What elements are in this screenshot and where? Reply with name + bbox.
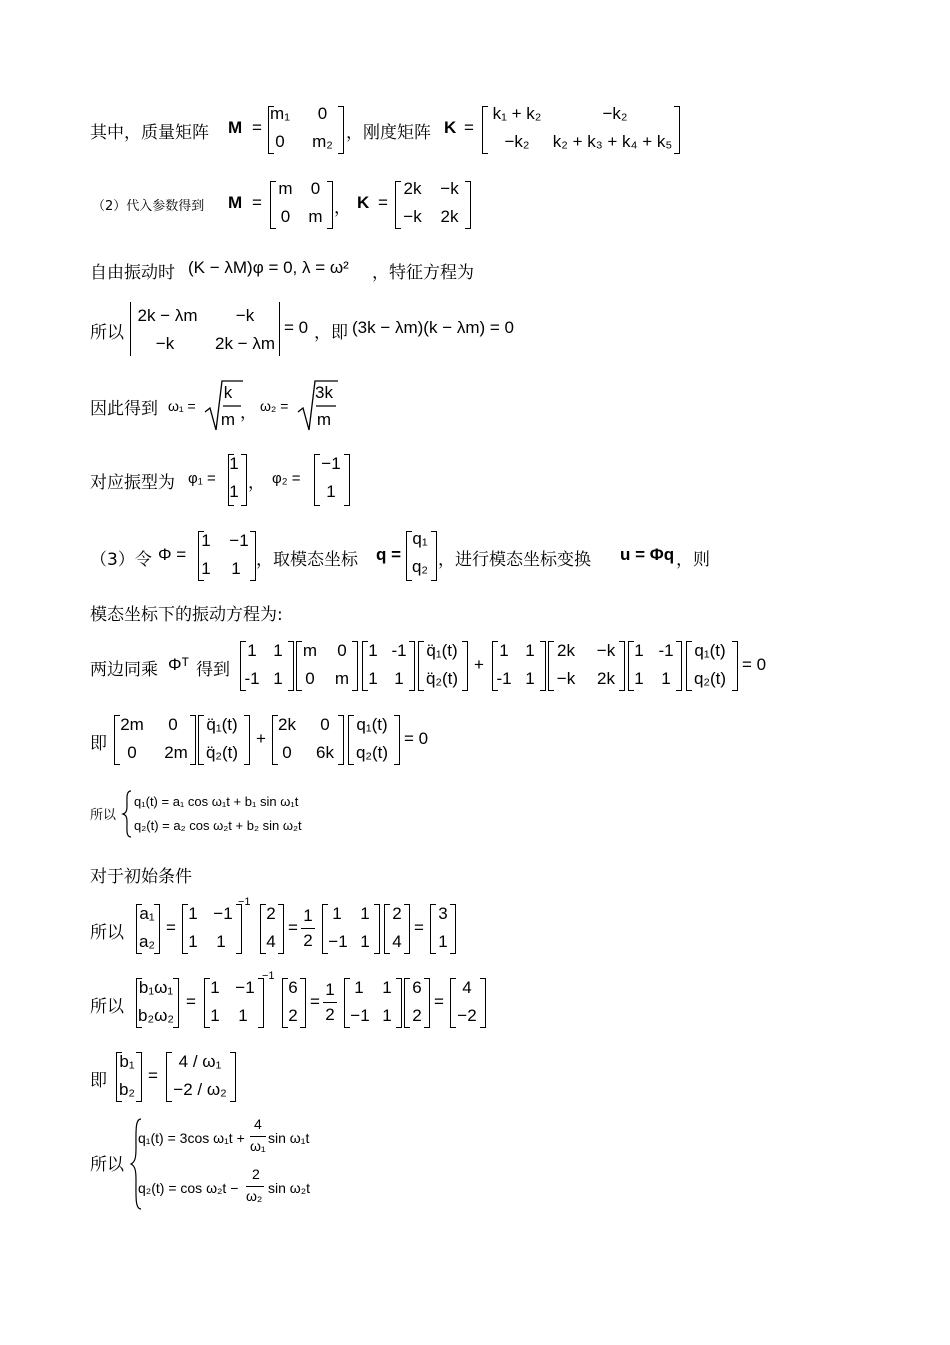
matrix-cell: 2m: [120, 715, 144, 734]
bracket-right: [352, 641, 358, 691]
matrix-cell: 1: [382, 1006, 392, 1025]
vector-cell: −2: [457, 1006, 477, 1025]
fraction-bar: [246, 1186, 264, 1187]
vector-cell: 1: [229, 482, 239, 501]
phi2-label: φ₂ =: [272, 470, 301, 487]
matrix-cell: -1: [244, 669, 260, 688]
bracket-right: [465, 181, 471, 229]
bracket-right: [404, 904, 410, 954]
symbol-K: K: [357, 193, 370, 212]
equals-sign: =: [186, 992, 196, 1011]
bracket-right: [619, 641, 625, 691]
fraction-numerator: 2: [252, 1166, 260, 1182]
factored-equation: (3k − λm)(k − λm) = 0: [352, 318, 514, 337]
bracket-right: [173, 978, 179, 1028]
matrix-cell: 1: [394, 669, 404, 688]
vector-cell: b₂: [118, 1080, 136, 1099]
equals-sign: =: [288, 918, 298, 937]
text-characteristic-eq: ，特征方程为: [372, 263, 474, 283]
matrix-cell: 0: [280, 207, 291, 226]
matrix-cell: m₂: [312, 132, 333, 151]
matrix-cell: 1: [216, 932, 226, 951]
matrix-cell: 2k: [597, 669, 615, 688]
bracket-right: [236, 904, 242, 954]
vector-cell: a₁: [139, 904, 155, 923]
bracket-right: [676, 641, 682, 691]
matrix-cell: m₁: [270, 104, 290, 123]
vector-cell: q₁(t): [356, 715, 388, 734]
fraction-denominator: m: [220, 410, 236, 429]
vector-cell: 1: [438, 932, 448, 951]
bracket-right: [136, 1052, 142, 1102]
fraction-bar: [301, 928, 315, 929]
fraction-denominator: 2: [325, 1005, 335, 1024]
matrix-cell: k₁ + k₂: [492, 104, 542, 123]
text-mass-matrix-intro: 其中，质量矩阵: [90, 123, 209, 143]
text-stiffness-matrix-intro: ，刚度矩阵: [346, 123, 431, 143]
eigen-equation: (K − λM)φ = 0, λ = ω²: [188, 258, 349, 277]
solution-q1-right: sin ω₁t: [268, 1130, 310, 1146]
fraction-denominator: ω₂: [246, 1188, 263, 1204]
vector-cell: 4 / ω₁: [178, 1052, 222, 1071]
vector-cell: 1: [326, 482, 336, 501]
matrix-cell: 1: [273, 669, 283, 688]
matrix-cell: 2k: [278, 715, 296, 734]
left-brace: [122, 790, 132, 838]
text-therefore: 所以: [90, 1155, 124, 1175]
bracket-right: [327, 181, 333, 229]
fraction-denominator: 2: [303, 931, 313, 950]
vector-cell: 4: [462, 978, 472, 997]
determinant-bar-right: [279, 302, 280, 356]
fraction-numerator: 1: [325, 980, 335, 999]
matrix-cell: 0: [168, 715, 178, 734]
equals-zero: = 0: [404, 729, 429, 748]
vector-cell: q₂(t): [693, 669, 727, 688]
text-then: ，则: [676, 550, 710, 570]
matrix-cell: 0: [282, 743, 292, 762]
bracket-right: [338, 106, 344, 154]
equals-sign: =: [148, 1066, 158, 1085]
bracket-right: [300, 978, 306, 1028]
text-obtain: 因此得到: [90, 399, 158, 419]
symbol-M: M: [228, 193, 243, 212]
vector-cell: q₁: [412, 529, 428, 548]
bracket-right: [154, 904, 160, 954]
matrix-cell: −1: [350, 1006, 370, 1025]
vector-cell: b₁ω₁: [138, 978, 174, 997]
vector-cell: 2: [288, 1006, 298, 1025]
text-modal-coord: ，取模态坐标: [256, 550, 358, 570]
vector-cell: 4: [266, 932, 276, 951]
equals-zero: = 0: [742, 655, 767, 674]
text-namely: ，即: [314, 323, 348, 343]
mass-stiffness-line: [0, 100, 950, 180]
text-free-vibration: 自由振动时: [90, 263, 175, 283]
vector-cell: b₁: [119, 1052, 135, 1071]
text-modal-equation: 模态坐标下的振动方程为:: [90, 605, 283, 625]
matrix-cell: −k: [596, 641, 616, 660]
comma: ，: [248, 473, 265, 493]
modal-transform-line: [0, 527, 950, 607]
vector-cell: q̈₁(t): [426, 641, 458, 660]
bracket-right: [230, 1052, 236, 1102]
bracket-right: [338, 715, 344, 765]
matrix-cell: −k: [235, 306, 255, 325]
solution-q1-left: q₁(t) = 3cos ω₁t +: [138, 1130, 245, 1146]
matrix-cell: k₂ + k₃ + k₄ + k₅: [552, 132, 673, 151]
text-coordinate-transform: ，进行模态坐标变换: [438, 550, 591, 570]
equals-sign: =: [378, 193, 388, 212]
matrix-cell: 0: [275, 132, 285, 151]
matrix-cell: −k₂: [504, 132, 530, 151]
matrix-cell: 1: [201, 559, 211, 578]
matrix-cell: 1: [634, 641, 644, 660]
matrix-cell: 2k: [403, 179, 422, 198]
text-both-sides: 两边同乘: [90, 660, 158, 680]
matrix-cell: 0: [320, 715, 330, 734]
inverse-superscript: −1: [238, 896, 251, 908]
equals-sign: =: [434, 992, 444, 1011]
vector-cell: q̈₁(t): [206, 715, 238, 734]
matrix-cell: 2k − λm: [215, 334, 275, 353]
matrix-cell: 1: [210, 1006, 220, 1025]
vector-cell: q̈₂(t): [425, 669, 459, 688]
a-coefficients-line: [0, 896, 950, 980]
q-label: q =: [376, 545, 402, 564]
bracket-right: [424, 978, 430, 1028]
omega1-label: ω₁ =: [168, 398, 196, 414]
matrix-cell: −k: [440, 179, 459, 198]
matrix-cell: -1: [391, 641, 407, 660]
text-initial-conditions: 对于初始条件: [90, 867, 192, 887]
vector-cell: 4: [392, 932, 402, 951]
matrix-cell: −1: [229, 531, 249, 550]
fraction-numerator: k: [223, 383, 233, 402]
matrix-cell: −k: [155, 334, 175, 353]
bracket-right: [540, 641, 546, 691]
fraction-numerator: 1: [303, 906, 313, 925]
bracket-right: [244, 715, 250, 765]
plus-sign: +: [256, 729, 266, 748]
matrix-cell: 1: [499, 641, 509, 660]
matrix-cell: 1: [634, 669, 644, 688]
natural-frequency-line: [0, 378, 950, 458]
matrix-cell: 1: [360, 904, 370, 923]
fraction-bar: [323, 1002, 337, 1003]
Phi-label: Φ =: [158, 545, 187, 564]
bracket-right: [374, 904, 380, 954]
matrix-cell: 1: [525, 669, 535, 688]
b-coefficients-line: [0, 970, 950, 1054]
matrix-cell: −k: [403, 207, 422, 226]
bracket-right: [396, 978, 402, 1028]
matrix-cell: m: [302, 641, 318, 660]
fraction-denominator: m: [316, 410, 332, 429]
mode-shape-line: [0, 450, 950, 530]
matrix-cell: 1: [201, 531, 211, 550]
matrix-cell: 1: [273, 641, 283, 660]
equals-sign: =: [166, 918, 176, 937]
vector-cell: a₂: [138, 932, 156, 951]
text-mode-shapes: 对应振型为: [90, 473, 175, 493]
vector-cell: q₂: [411, 557, 429, 576]
bracket-right: [431, 531, 437, 581]
transform-equation: u = Φq: [620, 545, 675, 564]
equals-zero: = 0: [284, 318, 309, 337]
particular-solution-line: [0, 1116, 950, 1216]
matrix-cell: −k: [556, 669, 576, 688]
bracket-right: [450, 904, 456, 954]
bracket-right: [732, 641, 738, 691]
vector-cell: −2 / ω₂: [173, 1080, 227, 1099]
text-therefore: 所以: [90, 997, 124, 1017]
matrix-cell: m: [334, 669, 350, 688]
matrix-cell: −1: [235, 978, 255, 997]
bracket-right: [190, 715, 196, 765]
fraction-numerator: 3k: [315, 383, 333, 402]
symbol-K: K: [444, 118, 457, 137]
matrix-cell: −k₂: [602, 104, 628, 123]
equals-sign: =: [464, 118, 474, 137]
bracket-right: [288, 641, 294, 691]
equals-sign: =: [252, 118, 262, 137]
bracket-right: [394, 715, 400, 765]
vector-cell: 3: [438, 904, 448, 923]
premultiply-line: [0, 637, 950, 717]
matrix-cell: m: [308, 207, 323, 226]
vector-cell: b₂ω₂: [138, 1006, 174, 1025]
vector-cell: 2: [266, 904, 276, 923]
solution-q1: q₁(t) = a₁ cos ω₁t + b₁ sin ω₁t: [134, 794, 299, 809]
text-namely: 即: [90, 734, 107, 754]
bracket-right: [258, 978, 264, 1028]
text-therefore: 所以: [90, 923, 124, 943]
equals-sign: =: [310, 992, 320, 1011]
matrix-cell: 0: [305, 669, 315, 688]
comma: ，: [240, 403, 257, 423]
matrix-cell: -1: [496, 669, 512, 688]
fraction-bar: [250, 1136, 266, 1137]
vector-cell: 6: [288, 978, 298, 997]
vector-cell: q₂(t): [355, 743, 389, 762]
bracket-right: [344, 454, 350, 506]
matrix-cell: 1: [368, 641, 378, 660]
vector-cell: q̈₂(t): [205, 743, 239, 762]
matrix-cell: 2k: [440, 207, 459, 226]
text-obtain: 得到: [196, 660, 230, 680]
solution-q2-right: sin ω₂t: [268, 1180, 311, 1196]
vector-cell: −1: [321, 454, 341, 473]
matrix-cell: 1: [354, 978, 364, 997]
vector-cell: q₁(t): [694, 641, 726, 660]
vector-cell: 1: [229, 454, 239, 473]
comma: ，: [334, 198, 351, 218]
phi1-label: φ₁ =: [188, 470, 216, 487]
matrix-cell: 2m: [164, 743, 188, 762]
bracket-right: [278, 904, 284, 954]
matrix-cell: 0: [317, 104, 328, 123]
decoupled-equation-line: [0, 711, 950, 791]
matrix-cell: 1: [188, 904, 198, 923]
matrix-cell: 1: [332, 904, 342, 923]
matrix-cell: 1: [360, 932, 370, 951]
bracket-right: [462, 641, 468, 691]
matrix-cell: 1: [368, 669, 378, 688]
solution-q2: q₂(t) = a₂ cos ω₂t + b₂ sin ω₂t: [134, 818, 302, 833]
matrix-cell: −1: [213, 904, 233, 923]
matrix-cell: 1: [525, 641, 535, 660]
matrix-cell: 0: [127, 743, 137, 762]
fraction-denominator: ω₁: [250, 1138, 266, 1154]
matrix-cell: 0: [310, 179, 321, 198]
bracket-right: [241, 454, 247, 506]
vector-cell: 6: [412, 978, 422, 997]
matrix-cell: 2k − λm: [137, 306, 198, 325]
text-therefore: 所以: [90, 323, 124, 343]
matrix-cell: 1: [231, 559, 241, 578]
text-therefore: 所以: [90, 808, 117, 823]
bracket-right: [409, 641, 415, 691]
matrix-cell: m: [278, 179, 293, 198]
omega2-label: ω₂ =: [260, 398, 289, 414]
matrix-cell: 1: [382, 978, 392, 997]
vector-cell: 2: [412, 1006, 422, 1025]
matrix-cell: 1: [210, 978, 220, 997]
equals-sign: =: [252, 193, 262, 212]
fraction-numerator: 4: [254, 1116, 262, 1132]
matrix-cell: 1: [661, 669, 671, 688]
equals-sign: =: [414, 918, 424, 937]
vector-cell: 2: [392, 904, 402, 923]
text-let: （3）令: [90, 550, 152, 570]
matrix-cell: 1: [188, 932, 198, 951]
matrix-cell: −1: [328, 932, 348, 951]
general-solution-line: [0, 788, 950, 868]
text-namely: 即: [90, 1071, 107, 1091]
matrix-cell: 1: [247, 641, 257, 660]
text-substitute-params: （2）代入参数得到: [92, 199, 205, 214]
matrix-cell: -1: [658, 641, 674, 660]
matrix-cell: 2k: [557, 641, 575, 660]
parameter-substitution-line: [0, 175, 950, 255]
determinant-line: [0, 300, 950, 380]
plus-sign: +: [474, 655, 484, 674]
matrix-cell: 1: [238, 1006, 248, 1025]
matrix-cell: 0: [337, 641, 347, 660]
bracket-right: [480, 978, 486, 1028]
symbol-M: M: [228, 118, 243, 137]
matrix-cell: 6k: [316, 743, 334, 762]
PhiT-label: Φᵀ: [168, 655, 189, 674]
inverse-superscript: −1: [262, 970, 275, 982]
solution-q2-left: q₂(t) = cos ω₂t −: [138, 1180, 239, 1196]
bracket-right: [674, 106, 680, 154]
